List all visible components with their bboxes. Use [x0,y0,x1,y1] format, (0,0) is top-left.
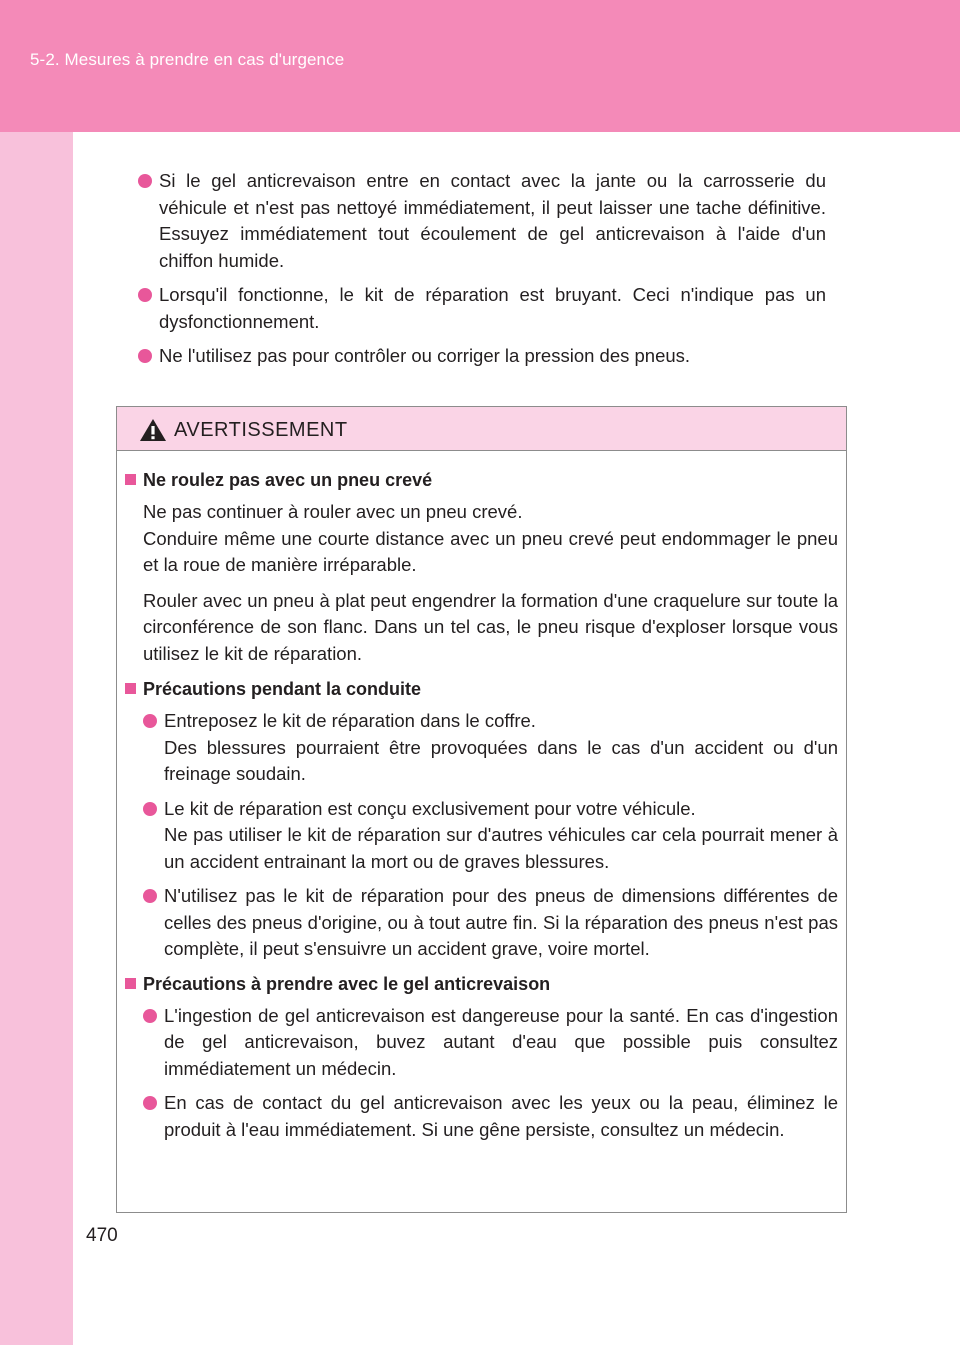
bullet-dot-icon [138,288,152,302]
bullet-dot-icon [143,889,157,903]
intro-notes [138,168,826,378]
page-number: 470 [86,1225,118,1246]
warning-title: AVERTISSEMENT [174,419,348,441]
intro-bullet-text: Ne l'utilisez pas pour contrôler ou corriger la pression des pneus. [159,345,691,366]
square-bullet-icon [125,978,136,989]
bullet-dot-icon [143,714,157,728]
warning-section-heading: Précautions pendant la conduite [125,676,838,702]
bullet-dot-icon [143,802,157,816]
warning-triangle-icon [139,418,167,442]
warning-paragraph: Ne pas continuer à rouler avec un pneu crevé. Conduire même une courte distance avec un pneu crevé peut endommager le pneu et la roue de manière irréparable. [143,501,838,575]
warning-bullet-list [125,708,838,963]
warning-box [116,406,847,1213]
warning-paragraph: Rouler avec un pneu à plat peut engendrer la formation d'une craquelure sur toute la circonférence de son flanc. Dans un tel cas, le pneu risque d'exploser lorsque vous utilisez le kit de réparation. [143,589,838,664]
intro-bullet-text: Lorsqu'il fonctionne, le kit de réparation est bruyant. Ceci n'indique pas un dysfonctionnement. [159,284,826,332]
warning-bullet: L'ingestion de gel anticrevaison est dangereuse pour la santé. En cas d'ingestion de gel anticrevaison, buvez autant d'eau que possible puis consultez immédiatement un médecin. [143,1003,838,1083]
bullet-dot-icon [143,1009,157,1023]
intro-bullet [138,282,826,335]
warning-section-heading: Précautions à prendre avec le gel anticrevaison [125,971,838,997]
intro-bullet-text: Si le gel anticrevaison entre en contact avec la jante ou la carrosserie du véhicule et n'est pas nettoyé immédiatement, il peut laisser une tache définitive. Essuyez immédiatement tout écoulement de gel anticrevaison à l'aide d'un chiffon humide. [159,170,826,271]
warning-bullet: Entreposez le kit de réparation dans le coffre. Des blessures pourraient être provoquées dans le cas d'un accident ou d'un freinage soudain. [143,708,838,788]
warning-bullet-list [125,1003,838,1144]
bullet-dot-icon [138,349,152,363]
header-band [0,0,960,132]
warning-section-heading: Ne roulez pas avec un pneu crevé [125,467,838,493]
warning-bullet: Le kit de réparation est conçu exclusivement pour votre véhicule. Ne pas utiliser le kit de réparation sur d'autres véhicules car cela pourrait mener à un accident entrainant la mort ou de graves blessures. [143,796,838,876]
warning-body [117,451,846,1143]
bullet-dot-icon [143,1096,157,1110]
section-title: 5-2. Mesures à prendre en cas d'urgence [30,50,345,69]
square-bullet-icon [125,474,136,485]
warning-bullet: N'utilisez pas le kit de réparation pour des pneus de dimensions différentes de celles des pneus d'origine, ou à tout autre fin. Si la réparation des pneus n'est pas complète, il peut s'ensuivre un accident grave, voire mortel. [143,883,838,963]
intro-bullet [138,168,826,274]
warning-bullet: En cas de contact du gel anticrevaison avec les yeux ou la peau, éliminez le produit à l'eau immédiatement. Si une gêne persiste, consultez un médecin. [143,1090,838,1143]
square-bullet-icon [125,683,136,694]
bullet-dot-icon [138,174,152,188]
intro-bullet [138,343,826,370]
side-strip [0,0,73,1345]
warning-header [117,407,846,451]
